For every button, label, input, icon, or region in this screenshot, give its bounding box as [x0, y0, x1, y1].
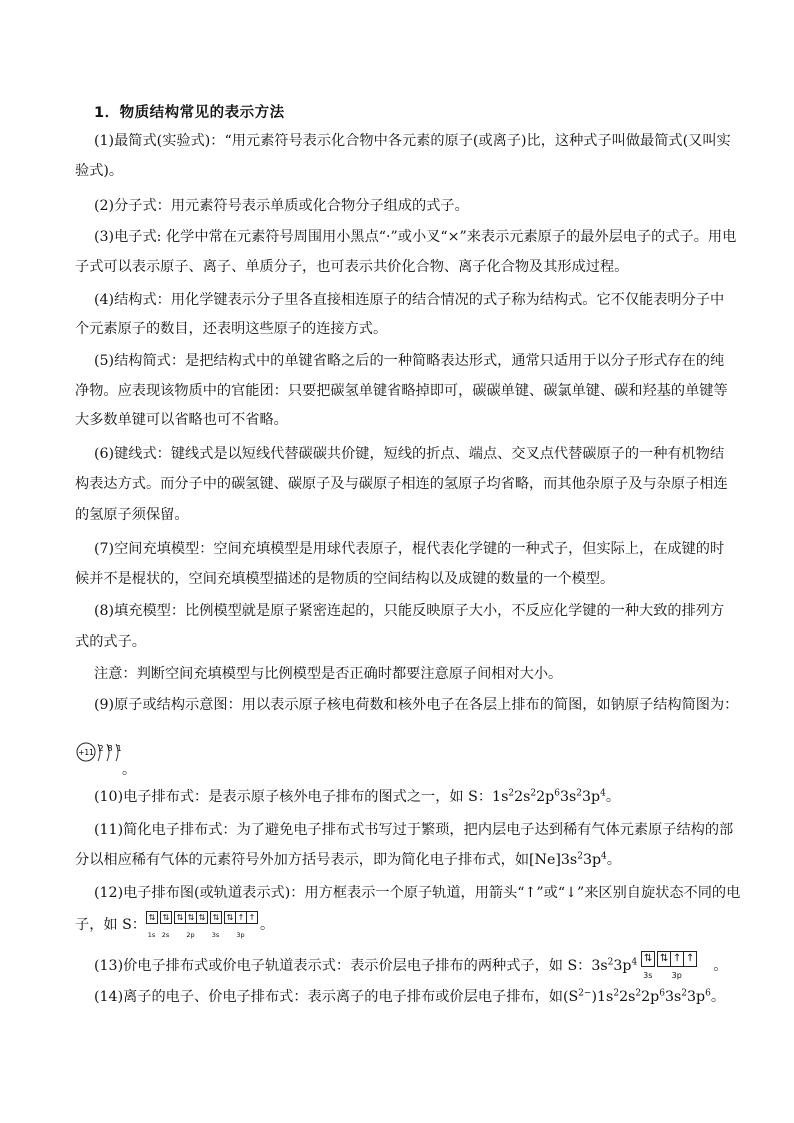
- nucleus-charge: +11: [78, 748, 94, 757]
- orbital-box: ⇅: [196, 911, 208, 924]
- orbital-label: 2s: [161, 931, 170, 939]
- item-1-line-2: 验式)。: [75, 163, 124, 179]
- item-10-text: (10)电子排布式：是表示原子核外电子排布的图式之一，如 S：: [94, 789, 493, 805]
- item-12-line-2: 子，如 S： ⇅ 1s ⇅ 2s ⇅ ⇅ ⇅ 2p ⇅ 3s ⇅ ↑ ↑ 3p 。: [75, 913, 275, 939]
- shell-count-2: 8: [107, 744, 113, 753]
- item-11-line-1: (11)简化电子排布式：为了避免电子排布式书写过于繁琐，把内层电子达到稀有气体元素原子结构的部: [94, 822, 734, 838]
- orbital-label: 1s: [147, 931, 156, 939]
- orbital-group-3p: [224, 911, 257, 939]
- item-6-line-3: 的氢原子须保留。: [75, 507, 189, 523]
- note-line: 注意：判断空间充填模型与比例模型是否正确时都要注意原子间相对大小。: [94, 666, 563, 682]
- item-2-line-1: (2)分子式：用元素符号表示单质或化合物分子组成的式子。: [94, 198, 469, 214]
- orbital-group-1s: [146, 911, 157, 939]
- item-8-line-2: 式的式子。: [75, 634, 146, 650]
- orbital-box: ↑: [670, 951, 684, 967]
- item-3-line-1: (3)电子式: 化学中常在元素符号周围用小黑点“·”或小叉“×”来表示元素原子的最外层电子的式子。用电: [94, 229, 737, 245]
- item-9-period: 。: [122, 762, 136, 778]
- item-5-line-2: 净物。应表现该物质中的官能团：只要把碳氢单键省略掉即可，碳碳单键、碳氯单键、碳和羟基的单键等: [75, 383, 728, 399]
- item-11-line-2: 分以相应稀有气体的元素符号外加方括号表示，即为简化电子排布式，如$[Ne]3s^23p^4$。: [75, 851, 621, 868]
- orbital-diagram-valence: [641, 951, 699, 981]
- orbital-group-3p: [657, 951, 696, 981]
- orbital-box: ⇅: [224, 911, 236, 924]
- orbital-group-2s: [160, 911, 171, 939]
- orbital-label: 2p: [186, 931, 195, 939]
- item-14-line-1: (14)离子的电子、价电子排布式：表示离子的电子排布或价层电子排布，如$(S^{2-})1s^22s^22p^63s^23p^6$。: [94, 988, 726, 1005]
- item-8-line-1: (8)填充模型：比例模型就是原子紧密连起的，只能反映原子大小，不反应化学键的一种大致的排列方: [94, 603, 725, 619]
- orbital-box: ⇅: [185, 911, 197, 924]
- shell-count-1: 2: [98, 744, 104, 753]
- item-6-line-1: (6)键线式：键线式是以短线代替碳碳共价键，短线的折点、端点、交叉点代替碳原子的一种有机物结: [94, 446, 725, 462]
- item-9-line-1: (9)原子或结构示意图：用以表示原子核电荷数和核外电子在各层上排布的简图，如钠原子结构简图为：: [94, 697, 739, 713]
- item-10-line-1: (10)电子排布式：是表示原子核外电子排布的图式之一，如 S：$1s^22s^22p^63s^23p^4$。: [94, 788, 621, 805]
- orbital-diagram-full: [146, 911, 260, 939]
- item-7-line-2: 候并不是棍状的，空间充填模型描述的是物质的空间结构以及成键的数量的一个模型。: [75, 571, 615, 587]
- section-heading: 1．物质结构常见的表示方法: [94, 105, 285, 121]
- item-5-line-3: 大多数单键可以省略也可不省略。: [75, 412, 288, 428]
- orbital-box: ↑: [235, 911, 247, 924]
- orbital-box: ⇅: [641, 951, 655, 967]
- item-5-line-1: (5)结构简式：是把结构式中的单键省略之后的一种简略表达形式，通常只适用于以分子形式存在的纯: [94, 353, 725, 369]
- orbital-box: ↑: [246, 911, 258, 924]
- orbital-box: ↑: [683, 951, 697, 967]
- item-12-line-1: (12)电子排布图(或轨道表示式)：用方框表示一个原子轨道，用箭头“↑”或“↓”来区别自旋状态不同的电: [94, 885, 741, 901]
- item-4-line-1: (4)结构式：用化学键表示分子里各直接相连原子的结合情况的式子称为结构式。它不仅能表明分子中: [94, 292, 725, 308]
- item-7-line-1: (7)空间充填模型：空间充填模型是用球代表原子，棍代表化学键的一种式子，但实际上，在成键的时: [94, 541, 725, 557]
- item-13-line-1: (13)价电子排布式或价电子轨道表示式：表示价层电子排布的两种式子，如 S：$3s^23p^4$ ⇅ 3s ⇅ ↑ ↑ 3p 。: [94, 953, 728, 980]
- item-3-line-2: 子式可以表示原子、离子、单质分子，也可表示共价化合物、离子化合物及其形成过程。: [75, 259, 629, 275]
- orbital-label: 3p: [236, 931, 245, 939]
- orbital-box: ⇅: [174, 911, 186, 924]
- orbital-label: 3s: [643, 971, 653, 980]
- s-config: $1s^22s^22p^63s^23p^4$: [492, 788, 606, 805]
- orbital-box: ⇅: [160, 911, 172, 924]
- orbital-box: ⇅: [657, 951, 671, 967]
- orbital-group-2p: [174, 911, 207, 939]
- orbital-label: 3s: [211, 931, 220, 939]
- orbital-group-3s: [210, 911, 221, 939]
- orbital-box: ⇅: [146, 911, 158, 924]
- sodium-atom-diagram: [76, 740, 126, 766]
- item-1-line-1: (1)最简式(实验式)：“用元素符号表示化合物中各元素的原子(或离子)比，这种式子叫做最简式(又叫实: [94, 133, 731, 149]
- orbital-group-3s: [641, 951, 654, 981]
- orbital-box: ⇅: [210, 911, 222, 924]
- item-6-line-2: 构表达方式。而分子中的碳氢键、碳原子及与碳原子相连的氢原子均省略，而其他杂原子及与杂原子相连: [75, 476, 728, 492]
- item-4-line-2: 个元素原子的数目，还表明这些原子的连接方式。: [75, 321, 388, 337]
- shell-count-3: 1: [116, 744, 122, 753]
- orbital-label: 3p: [671, 971, 682, 980]
